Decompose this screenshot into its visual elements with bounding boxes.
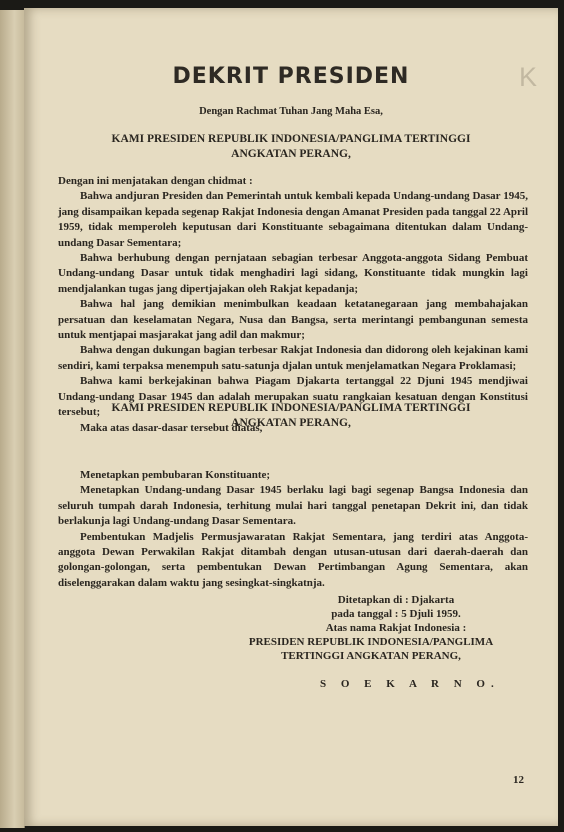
heading-line: KAMI PRESIDEN REPUBLIK INDONESIA/PANGLIMA TERTINGGI	[111, 402, 471, 414]
bleed-through-text: K	[518, 62, 540, 92]
document-title: DEKRIT PRESIDEN	[172, 64, 410, 89]
preamble	[58, 174, 528, 436]
page-number: 12	[513, 774, 524, 786]
enactment-date: pada tanggal : 5 Djuli 1959.	[331, 608, 461, 620]
preamble-clause: Bahwa dengan dukungan bagian terbesar Rakjat Indonesia dan didorong oleh kejakinan kami sendiri, kami terpaksa menempuh satu-satunja djalan untuk menjelamatkan Negara Proklamasi;	[58, 344, 528, 372]
authority-heading-2	[54, 401, 528, 431]
preamble-clause: Bahwa andjuran Presiden dan Pemerintah untuk kembali kepada Undang-undang Dasar 1945, jang disampaikan kepada segenap Rakjat Indonesia dengan Amanat Presiden pada tanggal 22 April 1959, tidak memperoleh keputusan dari Konstituante sebagaimana ditentukan dalam Undang-undang Dasar Sementara;	[58, 190, 528, 249]
left-page-edge	[0, 10, 25, 828]
preamble-opening: Dengan ini menjatakan dengan chidmat :	[58, 175, 253, 187]
heading-line: ANGKATAN PERANG,	[231, 148, 351, 160]
on-behalf-line: Atas nama Rakjat Indonesia :	[325, 622, 467, 634]
preamble-conclusion: Maka atas dasar-dasar tersebut diatas,	[80, 421, 263, 434]
authority-heading-1	[54, 132, 528, 162]
office-title	[24, 635, 558, 663]
preamble-clause: Bahwa kami berkejakinan bahwa Piagam Djakarta tertanggal 22 Djuni 1945 mendjiwai Undang-undang Dasar 1945 dan adalah merupakan suatu rangkaian kesatuan dengan Konstitusi tersebut;	[58, 375, 528, 419]
decree-provisions	[58, 468, 528, 591]
decree-clause: Menetapkan pembubaran Konstituante;	[80, 469, 271, 481]
office-line: TERTINGGI ANGKATAN PERANG,	[281, 650, 461, 662]
enactment-block	[262, 593, 512, 635]
decree-clause: Menetapkan Undang-undang Dasar 1945 berlaku lagi bagi segenap Bangsa Indonesia dan seluruh tumpah darah Indonesia, terhitung mulai hari tanggal penetapan Dekrit ini, dan tidak berlakunja lagi Undang-undang Dasar Sementara.	[58, 484, 528, 528]
preamble-clause: Bahwa berhubung dengan pernjataan sebagian terbesar Anggota-anggota Sidang Pembuat Undang-undang Dasar untuk tidak menghadiri lagi sidang, Konstituante tidak mungkin lagi mendjalankan tugas jang dipertjajakan oleh Rakjat kepadanja;	[58, 252, 528, 295]
heading-line: KAMI PRESIDEN REPUBLIK INDONESIA/PANGLIMA TERTINGGI	[111, 133, 471, 145]
enactment-place: Ditetapkan di : Djakarta	[337, 594, 455, 606]
invocation-line: Dengan Rachmat Tuhan Jang Maha Esa,	[199, 106, 383, 117]
decree-clause: Pembentukan Madjelis Permusjawaratan Rakjat Sementara, jang terdiri atas Anggota-anggota Dewan Perwakilan Rakjat ditambah dengan utusan-utusan dari daerah-daerah dan golongan-golongan, serta pembentukan Dewan Pertimbangan Agung Sementara, akan diselenggarakan dalam waktu jang sesingkat-singkatnja.	[58, 530, 528, 589]
signature-name: S O E K A R N O.	[320, 678, 500, 690]
preamble-clause: Bahwa hal jang demikian menimbulkan keadaan ketatanegaraan jang membahajakan persatuan dan keselamatan Negara, Nusa dan Bangsa, serta merintangi pembangunan semesta untuk mentjapai masjarakat jang adil dan makmur;	[58, 298, 528, 342]
heading-line: ANGKATAN PERANG,	[231, 417, 351, 429]
document-page	[24, 8, 558, 826]
office-line: PRESIDEN REPUBLIK INDONESIA/PANGLIMA	[248, 636, 494, 648]
